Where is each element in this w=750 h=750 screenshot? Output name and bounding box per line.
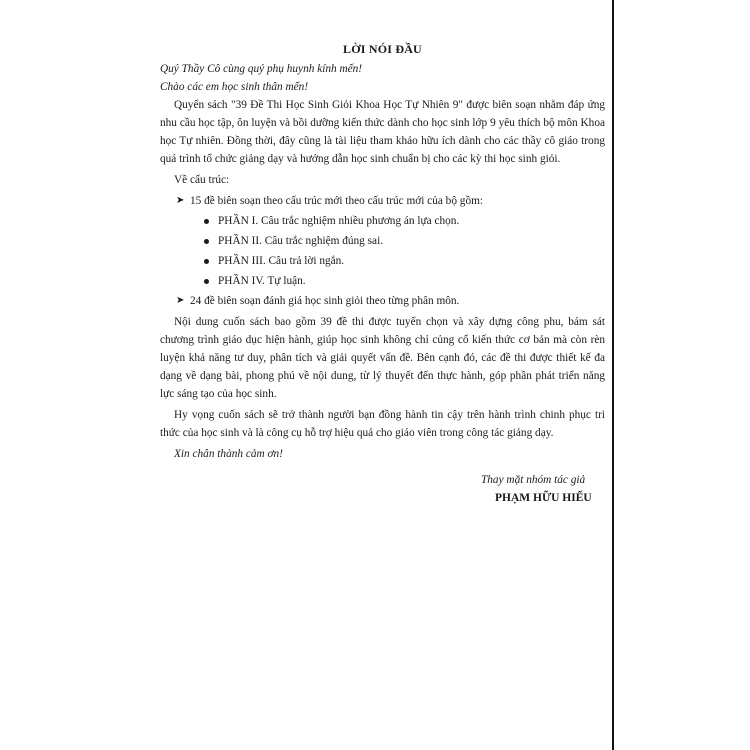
- structure-item-2: [160, 292, 605, 310]
- structure-item-1: [160, 192, 605, 210]
- content-paragraph: Nội dung cuốn sách bao gồm 39 đề thi được tuyển chọn và xây dựng công phu, bám sát chương trình giáo dục hiện hành, giúp học sinh không chỉ củng cố kiến thức cơ bản mà còn rèn luyện khả năng tư duy, phân tích và giải quyết vấn đề. Bên cạnh đó, các đề thi được thiết kế đa dạng về dạng bài, phong phú về nội dung, từ lý thuyết đến thực hành, góp phần phát triển năng lực sáng tạo của học sinh.: [160, 316, 605, 400]
- part-item: [160, 212, 605, 230]
- signature-role: Thay mặt nhóm tác giả: [481, 474, 586, 486]
- part-item: [160, 272, 605, 290]
- arrow-bullet-icon: ➤: [176, 195, 185, 206]
- signature-block: [475, 471, 615, 507]
- bullet-dot-icon: [204, 239, 209, 244]
- part-item: [160, 252, 605, 270]
- structure-label: Về cấu trúc:: [174, 174, 230, 186]
- part-text: PHẦN II. Câu trắc nghiệm đúng sai.: [218, 235, 384, 247]
- bullet-dot-icon: [204, 219, 209, 224]
- intro-paragraph: Quyển sách "39 Đề Thi Học Sinh Giỏi Khoa Học Tự Nhiên 9" được biên soạn nhằm đáp ứng nhu cầu học tập, ôn luyện và bồi dưỡng kiến thức dành cho học sinh lớp 9 yêu thích bộ môn Khoa học Tự nhiên. Đồng thời, đây cũng là tài liệu tham khảo hữu ích dành cho các thầy cô giáo trong quá trình tổ chức giảng dạy và hướng dẫn học sinh chuẩn bị cho các kỳ thi học sinh giỏi.: [160, 99, 605, 165]
- preface-page: [160, 40, 605, 507]
- part-text: PHẦN III. Câu trả lời ngắn.: [218, 255, 345, 267]
- bullet-dot-icon: [204, 259, 209, 264]
- greeting-students: Chào các em học sinh thân mến!: [160, 81, 309, 93]
- part-item: [160, 232, 605, 250]
- thanks-line: Xin chân thành cảm ơn!: [174, 448, 283, 460]
- part-text: PHẦN I. Câu trắc nghiệm nhiều phương án lựa chọn.: [218, 215, 460, 227]
- arrow-bullet-icon: ➤: [176, 295, 185, 306]
- page-edge-line: [612, 0, 614, 750]
- page-title: LỜI NÓI ĐẦU: [343, 42, 422, 56]
- structure-item-text: 24 đề biên soạn đánh giá học sinh giỏi theo từng phân môn.: [190, 295, 460, 307]
- greeting-teachers: Quý Thầy Cô cùng quý phụ huynh kính mến!: [160, 63, 363, 75]
- hope-paragraph: Hy vọng cuốn sách sẽ trở thành người bạn đồng hành tin cậy trên hành trình chinh phục tri thức của học sinh và là công cụ hỗ trợ hiệu quả cho giáo viên trong công tác giảng dạy.: [160, 409, 605, 439]
- part-text: PHẦN IV. Tự luận.: [218, 275, 306, 287]
- author-name: PHẠM HỮU HIẾU: [495, 492, 592, 504]
- structure-item-text: 15 đề biên soạn theo cấu trúc mới theo cấu trúc mới của bộ gồm:: [190, 195, 484, 207]
- bullet-dot-icon: [204, 279, 209, 284]
